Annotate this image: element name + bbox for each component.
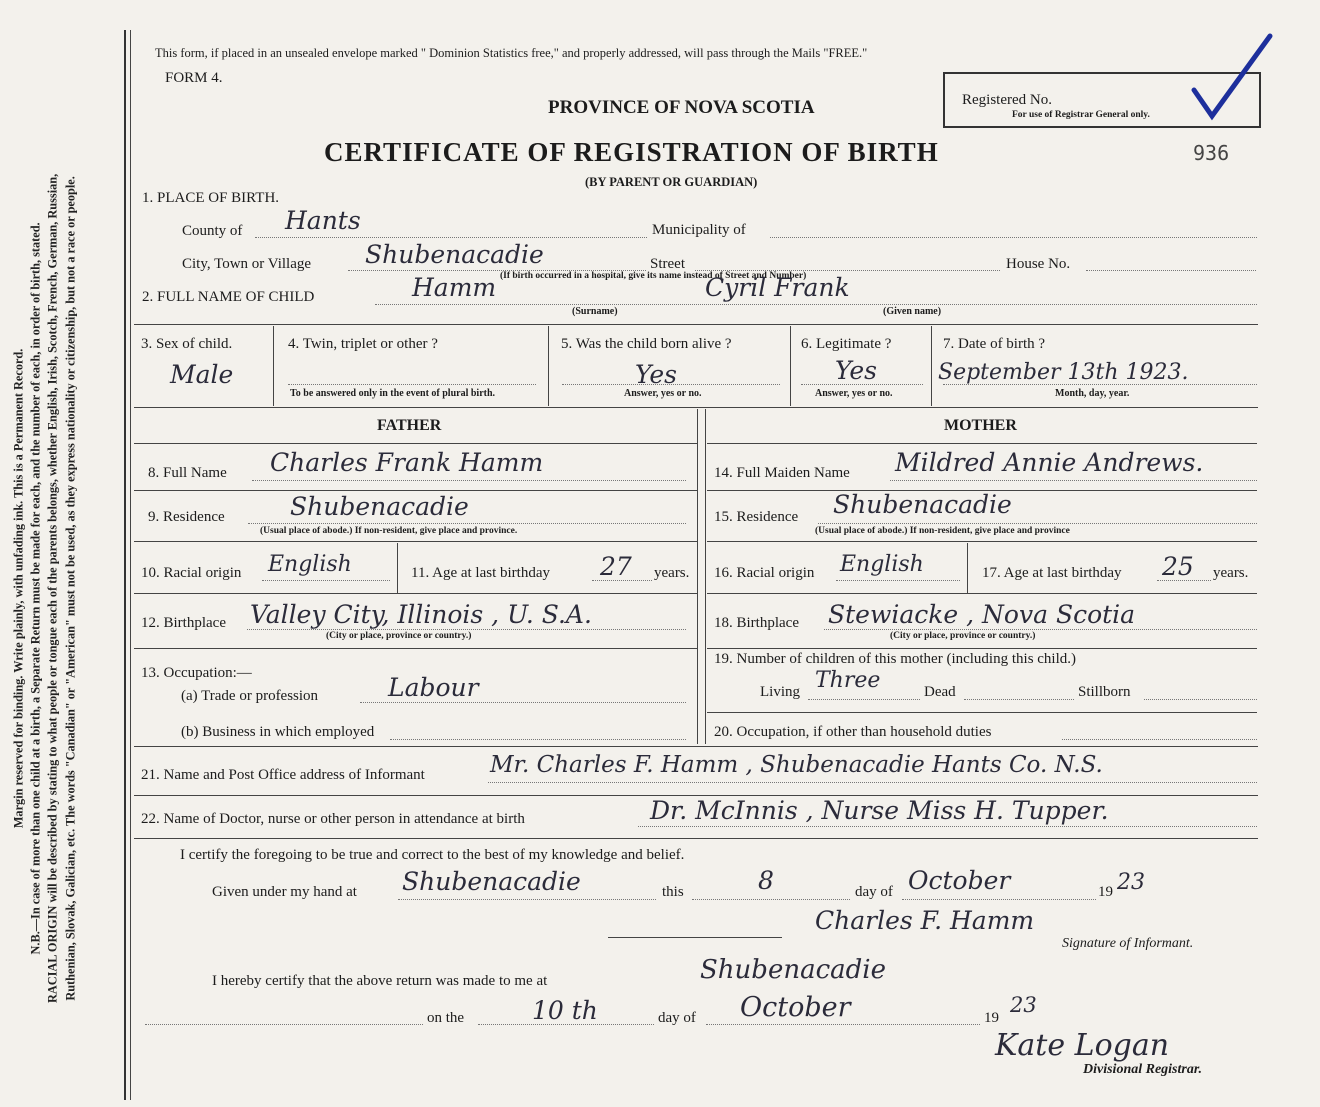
form-number: FORM 4. — [165, 70, 223, 86]
dob-note: Month, day, year. — [1055, 388, 1130, 399]
this-label: this — [662, 884, 684, 900]
checkmark-icon — [1190, 32, 1275, 122]
living-label: Living — [760, 684, 800, 700]
given-under-label: Given under my hand at — [212, 884, 357, 900]
given-note: (Given name) — [883, 306, 942, 317]
registrar-use-note: For use of Registrar General only. — [1012, 110, 1150, 120]
father-race-label: 10. Racial origin — [141, 565, 242, 581]
county-label: County of — [182, 223, 243, 239]
municipality-label: Municipality of — [652, 222, 746, 238]
given-day-value: 8 — [758, 866, 774, 895]
father-race-value: English — [268, 552, 352, 577]
divisional-registrar-label: Divisional Registrar. — [1083, 1062, 1203, 1077]
margin-line-4: Ruthenian, Slovak, Galician, etc. The words "Canadian" or "American" must not be used, as they express nationality or citizenship, but not a race or people. — [63, 176, 78, 1001]
county-value: Hants — [285, 206, 361, 235]
place-of-birth-heading: 1. PLACE OF BIRTH. — [142, 190, 280, 206]
margin-line-2: N.B.—In case of more than one child at a birth, a Separate Return must be made for each, and the number of each, in order of birth, stated. — [28, 222, 43, 955]
mother-name-label: 14. Full Maiden Name — [714, 465, 850, 481]
page-subtitle: (BY PARENT OR GUARDIAN) — [585, 175, 758, 189]
mother-birthplace-note: (City or place, province or country.) — [890, 631, 1036, 641]
registered-label: Registered No. — [962, 92, 1052, 108]
father-residence-label: 9. Residence — [148, 509, 225, 525]
father-residence-note: (Usual place of abode.) If non-resident, give place and province. — [260, 526, 518, 536]
doctor-value: Dr. McInnis , Nurse Miss H. Tupper. — [650, 796, 1109, 825]
mother-age-label: 17. Age at last birthday — [982, 565, 1122, 581]
informant-label: 21. Name and Post Office address of Informant — [141, 767, 425, 783]
city-value: Shubenacadie — [365, 240, 544, 269]
mother-residence-note: (Usual place of abode.) If non-resident, give place and province — [815, 526, 1070, 536]
dob-label: 7. Date of birth ? — [943, 336, 1046, 352]
mother-heading: MOTHER — [944, 417, 1017, 434]
trade-value: Labour — [388, 673, 479, 702]
occupation-label: 13. Occupation:— — [141, 665, 252, 681]
father-age-label: 11. Age at last birthday — [411, 565, 550, 581]
stamp-number: 936 — [1193, 141, 1230, 165]
day-of-label: day of — [855, 884, 893, 900]
born-alive-label: 5. Was the child born alive ? — [561, 336, 732, 352]
mother-residence-label: 15. Residence — [714, 509, 799, 525]
sex-label: 3. Sex of child. — [141, 336, 233, 352]
binding-margin-notes — [11, 88, 80, 1088]
father-years-label: years. — [654, 565, 690, 581]
child-given-value: Cyril Frank — [705, 273, 850, 302]
mother-birthplace-value: Stewiacke , Nova Scotia — [828, 600, 1136, 629]
father-name-value: Charles Frank Hamm — [270, 448, 544, 477]
sex-value: Male — [170, 360, 234, 389]
doctor-label: 22. Name of Doctor, nurse or other person in attendance at birth — [141, 811, 525, 827]
father-birthplace-label: 12. Birthplace — [141, 615, 226, 631]
informant-value: Mr. Charles F. Hamm , Shubenacadie Hants Co. N.S. — [490, 752, 1103, 778]
hospital-note: (If birth occurred in a hospital, give its name instead of Street and Number) — [500, 271, 807, 281]
signature-informant-label: Signature of Informant. — [1062, 936, 1194, 951]
given-year-prefix: 19 — [1098, 884, 1113, 900]
margin-rule — [124, 30, 126, 1100]
surname-note: (Surname) — [572, 306, 618, 317]
street-label: Street — [650, 256, 685, 272]
return-year-prefix: 19 — [984, 1010, 999, 1026]
twin-note: To be answered only in the event of plural birth. — [290, 388, 496, 399]
informant-signature: Charles F. Hamm — [815, 906, 1035, 935]
mother-residence-value: Shubenacadie — [833, 490, 1012, 519]
mail-notice: This form, if placed in an unsealed envelope marked " Dominion Statistics free," and properly addressed, will pass through the Mails "FREE." — [155, 46, 868, 60]
mother-birthplace-label: 18. Birthplace — [714, 615, 799, 631]
hereby-text: I hereby certify that the above return was made to me at — [212, 973, 548, 989]
mother-race-value: English — [840, 552, 924, 577]
living-value: Three — [815, 668, 881, 693]
child-name-label: 2. FULL NAME OF CHILD — [142, 289, 315, 305]
mother-occupation-label: 20. Occupation, if other than household duties — [714, 724, 992, 740]
returned-at-value: Shubenacadie — [700, 955, 886, 985]
child-surname-value: Hamm — [412, 273, 497, 302]
certify-text: I certify the foregoing to be true and correct to the best of my knowledge and belief. — [180, 847, 685, 863]
mother-name-value: Mildred Annie Andrews. — [895, 448, 1204, 477]
father-birthplace-value: Valley City, Illinois , U. S.A. — [250, 600, 592, 629]
page-title: CERTIFICATE OF REGISTRATION OF BIRTH — [324, 137, 939, 167]
stillborn-label: Stillborn — [1078, 684, 1131, 700]
father-heading: FATHER — [377, 417, 442, 434]
twin-label: 4. Twin, triplet or other ? — [288, 336, 438, 352]
father-residence-value: Shubenacadie — [290, 492, 469, 521]
registrar-signature: Kate Logan — [995, 1028, 1170, 1063]
trade-label: (a) Trade or profession — [181, 688, 319, 704]
born-alive-note: Answer, yes or no. — [624, 388, 702, 399]
on-the-label: on the — [427, 1010, 465, 1026]
margin-line-1: Margin reserved for binding. Write plainly, with unfading ink. This is a Permanent Record. — [11, 348, 26, 829]
return-year-value: 23 — [1010, 993, 1037, 1017]
born-alive-value: Yes — [635, 360, 677, 389]
given-at-value: Shubenacadie — [402, 867, 581, 896]
city-label: City, Town or Village — [182, 256, 312, 272]
return-day-value: 10 th — [532, 996, 598, 1025]
mother-age-value: 25 — [1162, 552, 1194, 581]
given-month-value: October — [908, 866, 1011, 895]
business-label: (b) Business in which employed — [181, 724, 375, 740]
father-age-value: 27 — [600, 552, 632, 581]
legitimate-note: Answer, yes or no. — [815, 388, 893, 399]
father-name-label: 8. Full Name — [148, 465, 227, 481]
children-count-label: 19. Number of children of this mother (including this child.) — [714, 651, 1077, 667]
dead-label: Dead — [924, 684, 956, 700]
mother-years-label: years. — [1213, 565, 1249, 581]
return-month-value: October — [740, 992, 851, 1023]
legitimate-label: 6. Legitimate ? — [801, 336, 892, 352]
dob-value: September 13th 1923. — [938, 360, 1189, 385]
house-label: House No. — [1006, 256, 1071, 272]
margin-line-3: RACIAL ORIGIN will be described by stating to what people or tongue each of the parents belongs, whether English, Irish, Scotch, French, German, Russian, — [46, 173, 60, 1003]
day-of-label-2: day of — [658, 1010, 696, 1026]
mother-race-label: 16. Racial origin — [714, 565, 815, 581]
legitimate-value: Yes — [835, 356, 877, 385]
father-birthplace-note: (City or place, province or country.) — [326, 631, 472, 641]
given-year-value: 23 — [1117, 870, 1145, 895]
province-heading: PROVINCE OF NOVA SCOTIA — [548, 97, 815, 118]
margin-rule-inner — [130, 30, 131, 1100]
